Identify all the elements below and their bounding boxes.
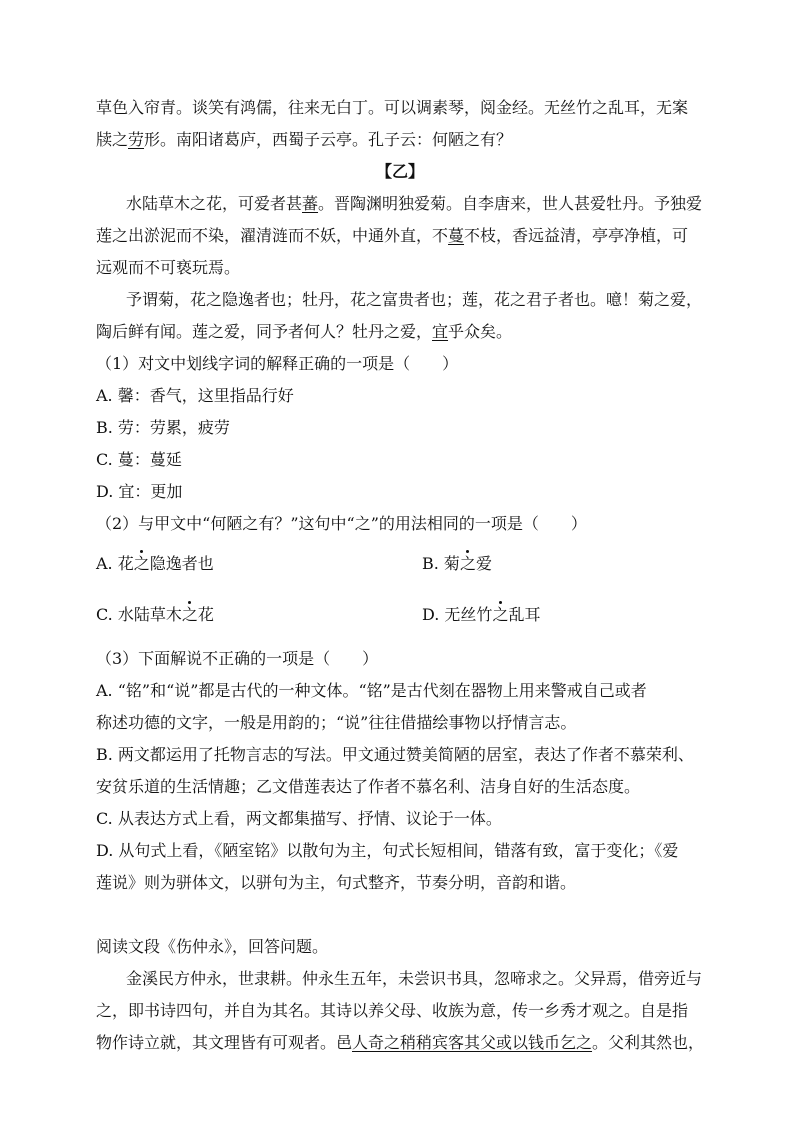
- question-1-option-b: B. 劳：劳累，疲劳: [96, 418, 230, 437]
- text: 乎众矣。: [448, 322, 513, 341]
- text: 草色入帘青。谈笑有鸿儒，往来无白丁。可以调素琴，阅金经。无丝竹之乱耳，无案: [96, 98, 689, 117]
- passage-2-line-3: [96, 1031, 704, 1055]
- text: 乱耳: [508, 605, 541, 624]
- text: D. 无丝竹: [422, 605, 493, 624]
- underlined-word: 劳: [128, 130, 145, 149]
- text: A. 花: [96, 554, 134, 573]
- passage-2-line-1: 金溪民方仲永，世隶耕。仲永生五年，未尝识书具，忽啼求之。父异焉，借旁近与: [126, 969, 703, 988]
- yi-text-line-1: [126, 192, 702, 216]
- yi-text-line-5: [96, 320, 512, 344]
- jia-text-line-1: [96, 96, 688, 120]
- passage-2-intro: 阅读文段《伤仲永》，回答问题。: [96, 937, 329, 956]
- text: 水陆草木之花，可爱者甚: [126, 194, 303, 213]
- underlined-phrase: 人奇之稍稍宾客其父或以钱币乞之: [352, 1033, 593, 1052]
- yi-text-line-3: 远观而不可亵玩焉。: [96, 258, 241, 277]
- text: 。晋陶渊明独爱菊。自李唐来，世人甚爱牡丹。予独爱: [318, 194, 703, 213]
- underlined-word: 蔓: [448, 226, 465, 245]
- text: 物作诗立就，其文理皆有可观者。邑: [96, 1033, 353, 1052]
- text: 形。南阳诸葛庐，西蜀子云亭。孔子云：何陋之有？: [144, 130, 513, 149]
- text: 花: [197, 605, 214, 624]
- text: 莲之出淤泥而不染，濯清涟而不妖，中通外直，不: [96, 226, 449, 245]
- dotted-char: 之: [182, 603, 198, 627]
- question-3-option-b-line-1: B. 两文都运用了托物言志的写法。甲文通过赞美简陋的居室，表达了作者不慕荣利、: [96, 745, 694, 764]
- question-3-option-b-line-2: 安贫乐道的生活情趣；乙文借莲表达了作者不慕名利、洁身自好的生活态度。: [96, 777, 641, 796]
- question-3-option-c: C. 从表达方式上看，两文都集描写、抒情、议论于一体。: [96, 809, 502, 828]
- underlined-word: 宜: [432, 322, 449, 341]
- underlined-word: 蕃: [302, 194, 319, 213]
- passage-2-line-2: 之，即书诗四句，并自为其名。其诗以养父母、收族为意，传一乡秀才观之。自是指: [96, 1001, 689, 1020]
- question-3-option-a-line-2: 称述功德的文字，一般是用韵的；“说”往往借描绘事物以抒情言志。: [96, 713, 577, 732]
- question-3-option-d-line-1: D. 从句式上看，《陋室铭》以散句为主，句式长短相间，错落有致，富于变化；《爱: [96, 841, 679, 860]
- question-1-stem: （1）对文中划线字词的解释正确的一项是（ ）: [96, 354, 459, 373]
- question-1-option-d: D. 宜：更加: [96, 482, 183, 501]
- jia-text-line-2: [96, 128, 512, 152]
- text: C. 水陆草木: [96, 605, 182, 624]
- dotted-char: 之: [492, 603, 508, 627]
- question-2-option-d: [422, 603, 540, 627]
- question-1-option-a: A. 馨：香气，这里指品行好: [96, 386, 294, 405]
- question-2-stem: （2）与甲文中“何陋之有？”这句中“之”的用法相同的一项是（ ）: [96, 514, 587, 533]
- dotted-char: 之: [460, 552, 476, 576]
- section-heading-yi: 【乙】: [375, 162, 424, 181]
- text: 隐逸者也: [149, 554, 214, 573]
- question-2-option-b: [422, 552, 492, 576]
- text: 。父利其然也，: [592, 1033, 705, 1052]
- dotted-char: 之: [134, 552, 150, 576]
- yi-text-line-4: 予谓菊，花之隐逸者也；牡丹，花之富贵者也；莲，花之君子者也。噫！菊之爱，: [126, 290, 703, 309]
- question-2-option-c: [96, 603, 214, 627]
- text: 牍之: [96, 130, 129, 149]
- text: 爱: [475, 554, 492, 573]
- text: 陶后鲜有闻。莲之爱，同予者何人？牡丹之爱，: [96, 322, 433, 341]
- yi-text-line-2: [96, 224, 688, 248]
- text: 不枝，香远益清，亭亭净植，可: [464, 226, 689, 245]
- question-2-option-a: [96, 552, 214, 576]
- question-1-option-c: C. 蔓：蔓延: [96, 450, 182, 469]
- question-3-stem: （3）下面解说不正确的一项是（ ）: [96, 649, 379, 668]
- question-3-option-a-line-1: A. “铭”和“说”都是古代的一种文体。“铭”是古代刻在器物上用来警戒自己或者: [96, 681, 647, 700]
- question-3-option-d-line-2: 莲说》则为骈体文，以骈句为主，句式整齐，节奏分明，音韵和谐。: [96, 873, 577, 892]
- text: B. 菊: [422, 554, 460, 573]
